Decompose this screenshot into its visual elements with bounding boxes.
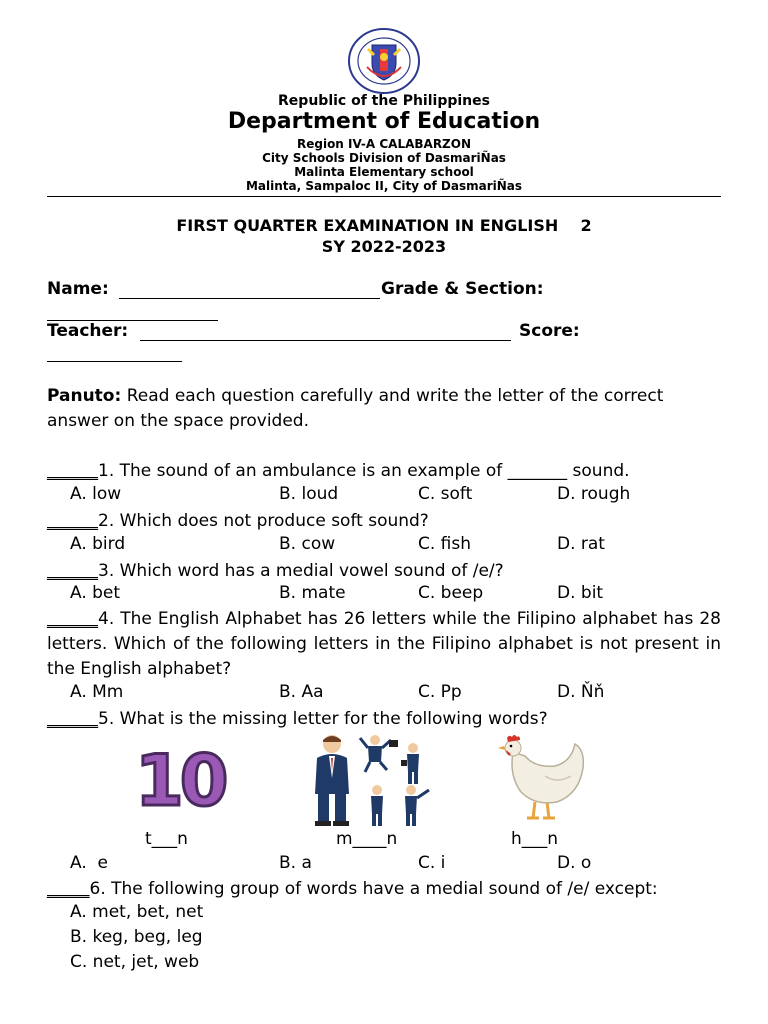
question-text: 4. The English Alphabet has 26 letters while the Filipino alphabet has 28 letters. Which of the following letters in the Filipino alphabet is not present in the English alphabet? (47, 609, 721, 679)
q1-option-a: A. low (70, 484, 122, 504)
instructions (47, 384, 721, 434)
q3-option-d: D. bit (557, 583, 604, 603)
number-ten-picture (135, 740, 243, 822)
word-hen: h___n (511, 829, 559, 849)
answer-blank[interactable]: ______ (47, 511, 98, 531)
q3-option-b: B. mate (279, 583, 346, 603)
answer-blank[interactable]: ______ (47, 609, 98, 629)
answer-blank[interactable]: ______ (47, 709, 98, 729)
question-text: 6. The following group of words have a medial sound of /e/ except: (89, 879, 658, 899)
answer-blank[interactable]: ______ (47, 561, 98, 581)
q6-option-c: C. net, jet, web (70, 952, 200, 972)
q5-option-d: D. o (557, 853, 592, 873)
school-year: SY 2022-2023 (321, 237, 447, 256)
q5-option-c: C. i (418, 853, 446, 873)
question-text: 1. The sound of an ambulance is an example of _______ sound. (98, 461, 630, 481)
address-label: Malinta, Sampaloc II, City of DasmariÑas (245, 179, 523, 193)
hen-picture (495, 732, 591, 826)
q2-option-b: B. cow (279, 534, 336, 554)
question-text: 3. Which word has a medial vowel sound of /e/? (98, 561, 504, 581)
answer-blank[interactable]: _____ (47, 879, 90, 899)
score-field[interactable] (47, 361, 182, 362)
q6-option-b: B. keg, beg, leg (70, 927, 203, 947)
question-6 (47, 877, 721, 901)
q3-option-a: A. bet (70, 583, 121, 603)
q5-option-b: B. a (279, 853, 312, 873)
q1-option-d: D. rough (557, 484, 631, 504)
word-ten: t___n (145, 829, 188, 849)
number-ten-art: 10 (135, 740, 225, 822)
department-title: Department of Education (227, 109, 541, 134)
teacher-field[interactable] (140, 340, 511, 341)
name-label: Name: (47, 279, 109, 299)
score-label: Score: (519, 321, 580, 341)
question-text: 5. What is the missing letter for the following words? (98, 709, 548, 729)
q4-option-c: C. Pp (418, 682, 462, 702)
q5-option-a: A. e (70, 853, 109, 873)
q3-option-c: C. beep (418, 583, 484, 603)
q1-option-b: B. loud (279, 484, 339, 504)
q2-option-c: C. fish (418, 534, 472, 554)
region-label: Region IV-A CALABARZON (296, 137, 472, 151)
question-2 (47, 509, 721, 533)
deped-seal (347, 27, 421, 95)
teacher-label: Teacher: (47, 321, 129, 341)
school-label: Malinta Elementary school (294, 165, 474, 179)
q1-option-c: C. soft (418, 484, 473, 504)
answer-blank[interactable]: ______ (47, 461, 98, 481)
q2-option-a: A. bird (70, 534, 126, 554)
name-field[interactable] (119, 298, 380, 299)
men-picture (305, 732, 435, 828)
grade-section-label: Grade & Section: (381, 279, 544, 299)
instructions-label: Panuto: (47, 386, 122, 406)
instructions-text: Read each question carefully and write the letter of the correct answer on the space provided. (47, 386, 664, 431)
division-label: City Schools Division of DasmariÑas (262, 151, 506, 165)
question-5 (47, 707, 721, 731)
q4-option-a: A. Mm (70, 682, 124, 702)
q2-option-d: D. rat (557, 534, 605, 554)
word-men: m____n (336, 829, 398, 849)
question-3 (47, 559, 721, 583)
question-text: 2. Which does not produce soft sound? (98, 511, 429, 531)
q4-option-b: B. Aa (279, 682, 324, 702)
exam-title: FIRST QUARTER EXAMINATION IN ENGLISH 2 (176, 216, 592, 235)
header-divider (47, 196, 721, 197)
q6-option-a: A. met, bet, net (70, 902, 204, 922)
question-1 (47, 459, 721, 483)
question-4 (47, 607, 721, 682)
q4-option-d: D. Ňň (557, 682, 605, 702)
republic-label: Republic of the Philippines (278, 93, 490, 109)
